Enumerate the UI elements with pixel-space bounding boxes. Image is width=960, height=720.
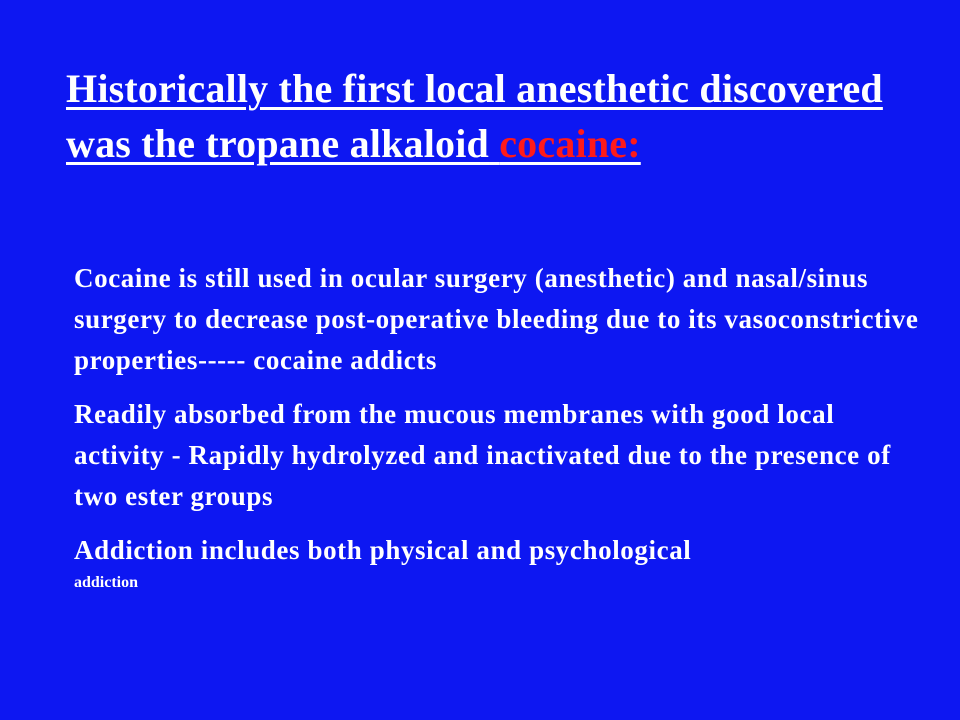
paragraph-absorption: Readily absorbed from the mucous membranes with good local activity - Rapidly hydrolyzed and inactivated due to the presence of two ester groups <box>74 399 891 511</box>
addiction-small-text: addiction <box>74 574 139 591</box>
slide-body <box>74 258 924 608</box>
slide-title-text: Historically the first local anesthetic discovered was the tropane alkaloid <box>66 66 883 166</box>
slide-title-highlight: cocaine: <box>499 121 641 166</box>
paragraph-cocaine-use: Cocaine is still used in ocular surgery (anesthetic) and nasal/sinus surgery to decrease post-operative bleeding due to its vasoconstrictive properties----- cocaine addicts <box>74 263 919 375</box>
addiction-text: Addiction includes both physical and psychological <box>74 535 692 565</box>
paragraph-addiction <box>74 530 924 595</box>
slide-title <box>66 61 896 171</box>
